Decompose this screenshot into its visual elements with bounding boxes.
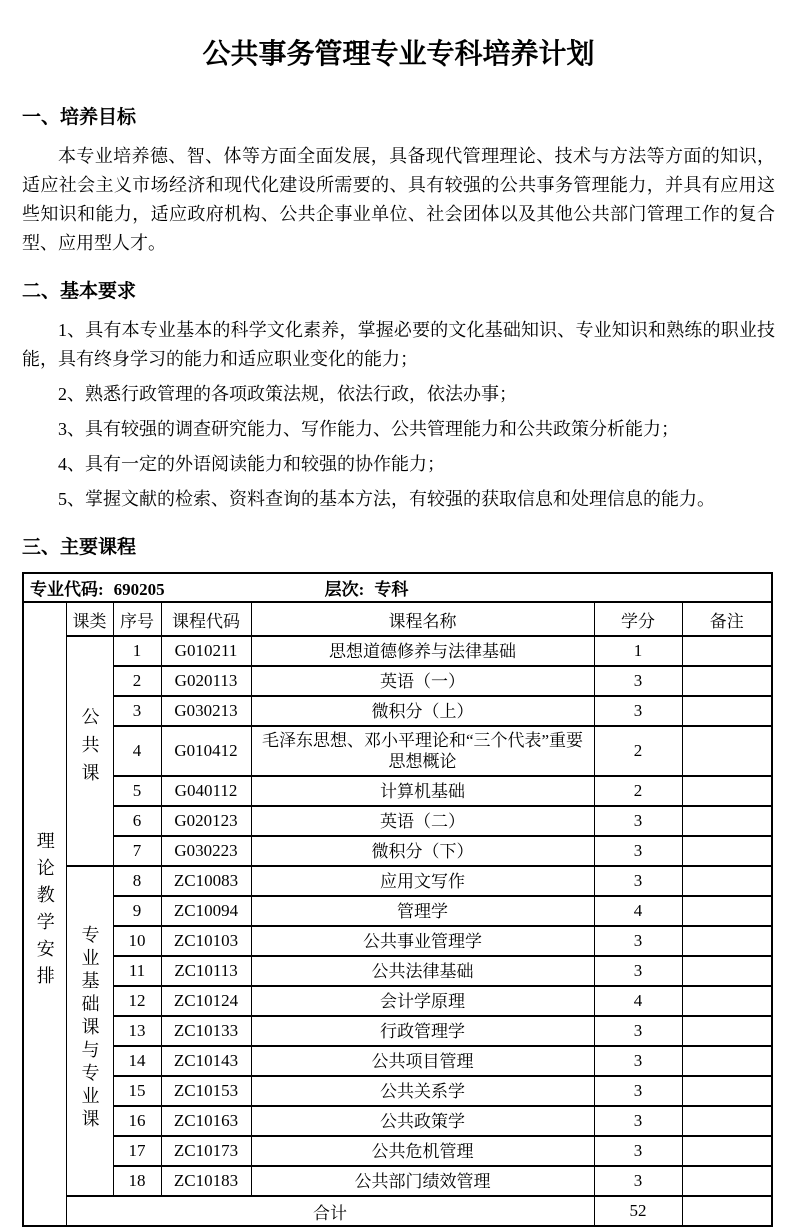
course-name-cell: 应用文写作 (251, 866, 594, 896)
requirement-item-1: 1、具有本专业基本的科学文化素养，掌握必要的文化基础知识、专业知识和熟练的职业技能，具有终身学习的能力和适应职业变化的能力； (22, 320, 775, 369)
course-row (23, 926, 772, 956)
course-row (23, 1106, 772, 1136)
course-code-cell: ZC10143 (161, 1046, 251, 1076)
course-row (23, 1076, 772, 1106)
course-code-cell: ZC10173 (161, 1136, 251, 1166)
course-name-cell: 公共事业管理学 (251, 926, 594, 956)
col-header-category: 课类 (66, 602, 113, 636)
course-remark-cell (682, 636, 772, 666)
course-no-cell: 3 (113, 696, 161, 726)
course-credits-cell: 3 (594, 926, 682, 956)
requirement-item-3: 3、具有较强的调查研究能力、写作能力、公共管理能力和公共政策分析能力； (58, 419, 679, 439)
course-name-cell: 微积分（下） (251, 836, 594, 866)
course-name-cell: 公共危机管理 (251, 1136, 594, 1166)
course-no-cell: 8 (113, 866, 161, 896)
course-name-cell: 计算机基础 (251, 776, 594, 806)
course-code-cell: ZC10103 (161, 926, 251, 956)
course-remark-cell (682, 896, 772, 926)
course-no-cell: 4 (113, 726, 161, 776)
course-credits-cell: 3 (594, 1076, 682, 1106)
course-no-cell: 18 (113, 1166, 161, 1196)
course-name-cell: 会计学原理 (251, 986, 594, 1016)
section-requirements-heading: 二、基本要求 (22, 281, 137, 302)
course-credits-cell: 3 (594, 866, 682, 896)
course-code-cell: ZC10133 (161, 1016, 251, 1046)
course-code-cell: G020123 (161, 806, 251, 836)
course-remark-cell (682, 1046, 772, 1076)
course-code-cell: G010412 (161, 726, 251, 776)
course-remark-cell (682, 696, 772, 726)
category-public-label: 公共课 (79, 706, 100, 791)
course-code-cell: G030223 (161, 836, 251, 866)
course-name-cell: 毛泽东思想、邓小平理论和“三个代表”重要思想概论 (251, 726, 594, 776)
course-remark-cell (682, 776, 772, 806)
col-header-code: 课程代码 (161, 602, 251, 636)
course-name-cell: 公共法律基础 (251, 956, 594, 986)
section-objectives-heading: 一、培养目标 (22, 107, 137, 128)
course-code-cell: G030213 (161, 696, 251, 726)
course-row (23, 776, 772, 806)
course-no-cell: 14 (113, 1046, 161, 1076)
course-name-cell: 英语（二） (251, 806, 594, 836)
course-credits-cell: 1 (594, 636, 682, 666)
course-name-cell: 公共部门绩效管理 (251, 1166, 594, 1196)
course-credits-cell: 2 (594, 726, 682, 776)
course-no-cell: 6 (113, 806, 161, 836)
level-value: 专科 (374, 580, 409, 599)
course-no-cell: 16 (113, 1106, 161, 1136)
category-public-cell (66, 636, 113, 866)
course-remark-cell (682, 866, 772, 896)
course-credits-cell: 3 (594, 836, 682, 866)
course-remark-cell (682, 1136, 772, 1166)
course-remark-cell (682, 1076, 772, 1106)
course-row (23, 1166, 772, 1196)
course-code-cell: ZC10094 (161, 896, 251, 926)
course-no-cell: 9 (113, 896, 161, 926)
col-header-credits: 学分 (594, 602, 682, 636)
course-remark-cell (682, 1016, 772, 1046)
course-credits-cell: 3 (594, 806, 682, 836)
course-no-cell: 11 (113, 956, 161, 986)
course-no-cell: 15 (113, 1076, 161, 1106)
course-credits-cell: 4 (594, 896, 682, 926)
table-meta-row (23, 573, 772, 602)
course-credits-cell: 3 (594, 666, 682, 696)
course-name-cell: 公共关系学 (251, 1076, 594, 1106)
course-code-cell: G040112 (161, 776, 251, 806)
course-name-cell: 公共政策学 (251, 1106, 594, 1136)
major-code-label: 专业代码: (30, 580, 104, 599)
page-title: 公共事务管理专业专科培养计划 (202, 38, 595, 69)
total-remark-cell (682, 1196, 772, 1226)
course-row (23, 726, 772, 776)
level-label: 层次: (324, 580, 365, 599)
course-credits-cell: 3 (594, 1166, 682, 1196)
course-code-cell: ZC10163 (161, 1106, 251, 1136)
theory-teaching-cell (23, 602, 66, 1226)
course-no-cell: 1 (113, 636, 161, 666)
course-row (23, 1136, 772, 1166)
objectives-paragraph: 本专业培养德、智、体等方面全面发展，具备现代管理理论、技术与方法等方面的知识，适应社会主义市场经济和现代化建设所需要的、具有较强的公共事务管理能力，并具有应用这些知识和能力，适应政府机构、公共企事业单位、社会团体以及其他公共部门管理工作的复合型、应用型人才。 (22, 146, 775, 253)
course-row (23, 986, 772, 1016)
course-name-cell: 行政管理学 (251, 1016, 594, 1046)
total-credits-cell: 52 (594, 1196, 682, 1226)
course-credits-cell: 3 (594, 956, 682, 986)
course-credits-cell: 3 (594, 1016, 682, 1046)
course-no-cell: 12 (113, 986, 161, 1016)
course-table (22, 572, 773, 1227)
course-credits-cell: 3 (594, 1136, 682, 1166)
section-courses-heading: 三、主要课程 (22, 537, 137, 558)
theory-teaching-label: 理论教学安排 (34, 830, 55, 993)
course-no-cell: 7 (113, 836, 161, 866)
total-label-cell: 合计 (66, 1196, 594, 1226)
course-row (23, 806, 772, 836)
course-code-cell: ZC10124 (161, 986, 251, 1016)
requirement-item-5: 5、掌握文献的检索、资料查询的基本方法，有较强的获取信息和处理信息的能力。 (58, 489, 715, 509)
col-header-no: 序号 (113, 602, 161, 636)
course-code-cell: ZC10113 (161, 956, 251, 986)
total-row (23, 1196, 772, 1226)
course-remark-cell (682, 806, 772, 836)
course-name-cell: 英语（一） (251, 666, 594, 696)
course-code-cell: G020113 (161, 666, 251, 696)
course-remark-cell (682, 836, 772, 866)
course-remark-cell (682, 1106, 772, 1136)
course-remark-cell (682, 956, 772, 986)
course-row (23, 836, 772, 866)
course-name-cell: 思想道德修养与法律基础 (251, 636, 594, 666)
col-header-remark: 备注 (682, 602, 772, 636)
course-name-cell: 公共项目管理 (251, 1046, 594, 1076)
course-credits-cell: 4 (594, 986, 682, 1016)
course-no-cell: 10 (113, 926, 161, 956)
course-no-cell: 17 (113, 1136, 161, 1166)
course-name-cell: 微积分（上） (251, 696, 594, 726)
course-row (23, 896, 772, 926)
course-row (23, 866, 772, 896)
course-code-cell: G010211 (161, 636, 251, 666)
course-credits-cell: 3 (594, 1106, 682, 1136)
course-remark-cell (682, 726, 772, 776)
course-remark-cell (682, 926, 772, 956)
course-code-cell: ZC10153 (161, 1076, 251, 1106)
course-row (23, 666, 772, 696)
course-row (23, 1046, 772, 1076)
course-remark-cell (682, 666, 772, 696)
requirement-item-2: 2、熟悉行政管理的各项政策法规，依法行政，依法办事； (58, 384, 517, 404)
course-remark-cell (682, 1166, 772, 1196)
course-credits-cell: 3 (594, 1046, 682, 1076)
course-no-cell: 2 (113, 666, 161, 696)
col-header-name: 课程名称 (251, 602, 594, 636)
course-row (23, 636, 772, 666)
table-meta-cell (23, 573, 772, 602)
course-row (23, 1016, 772, 1046)
course-credits-cell: 3 (594, 696, 682, 726)
course-credits-cell: 2 (594, 776, 682, 806)
course-row (23, 956, 772, 986)
requirement-item-4: 4、具有一定的外语阅读能力和较强的协作能力； (58, 454, 445, 474)
course-code-cell: ZC10183 (161, 1166, 251, 1196)
course-remark-cell (682, 986, 772, 1016)
category-major-cell (66, 866, 113, 1196)
course-code-cell: ZC10083 (161, 866, 251, 896)
category-major-label: 专业基础课与专业课 (79, 925, 100, 1132)
table-header-row (23, 602, 772, 636)
course-no-cell: 5 (113, 776, 161, 806)
course-name-cell: 管理学 (251, 896, 594, 926)
course-row (23, 696, 772, 726)
course-no-cell: 13 (113, 1016, 161, 1046)
major-code-value: 690205 (113, 580, 165, 599)
